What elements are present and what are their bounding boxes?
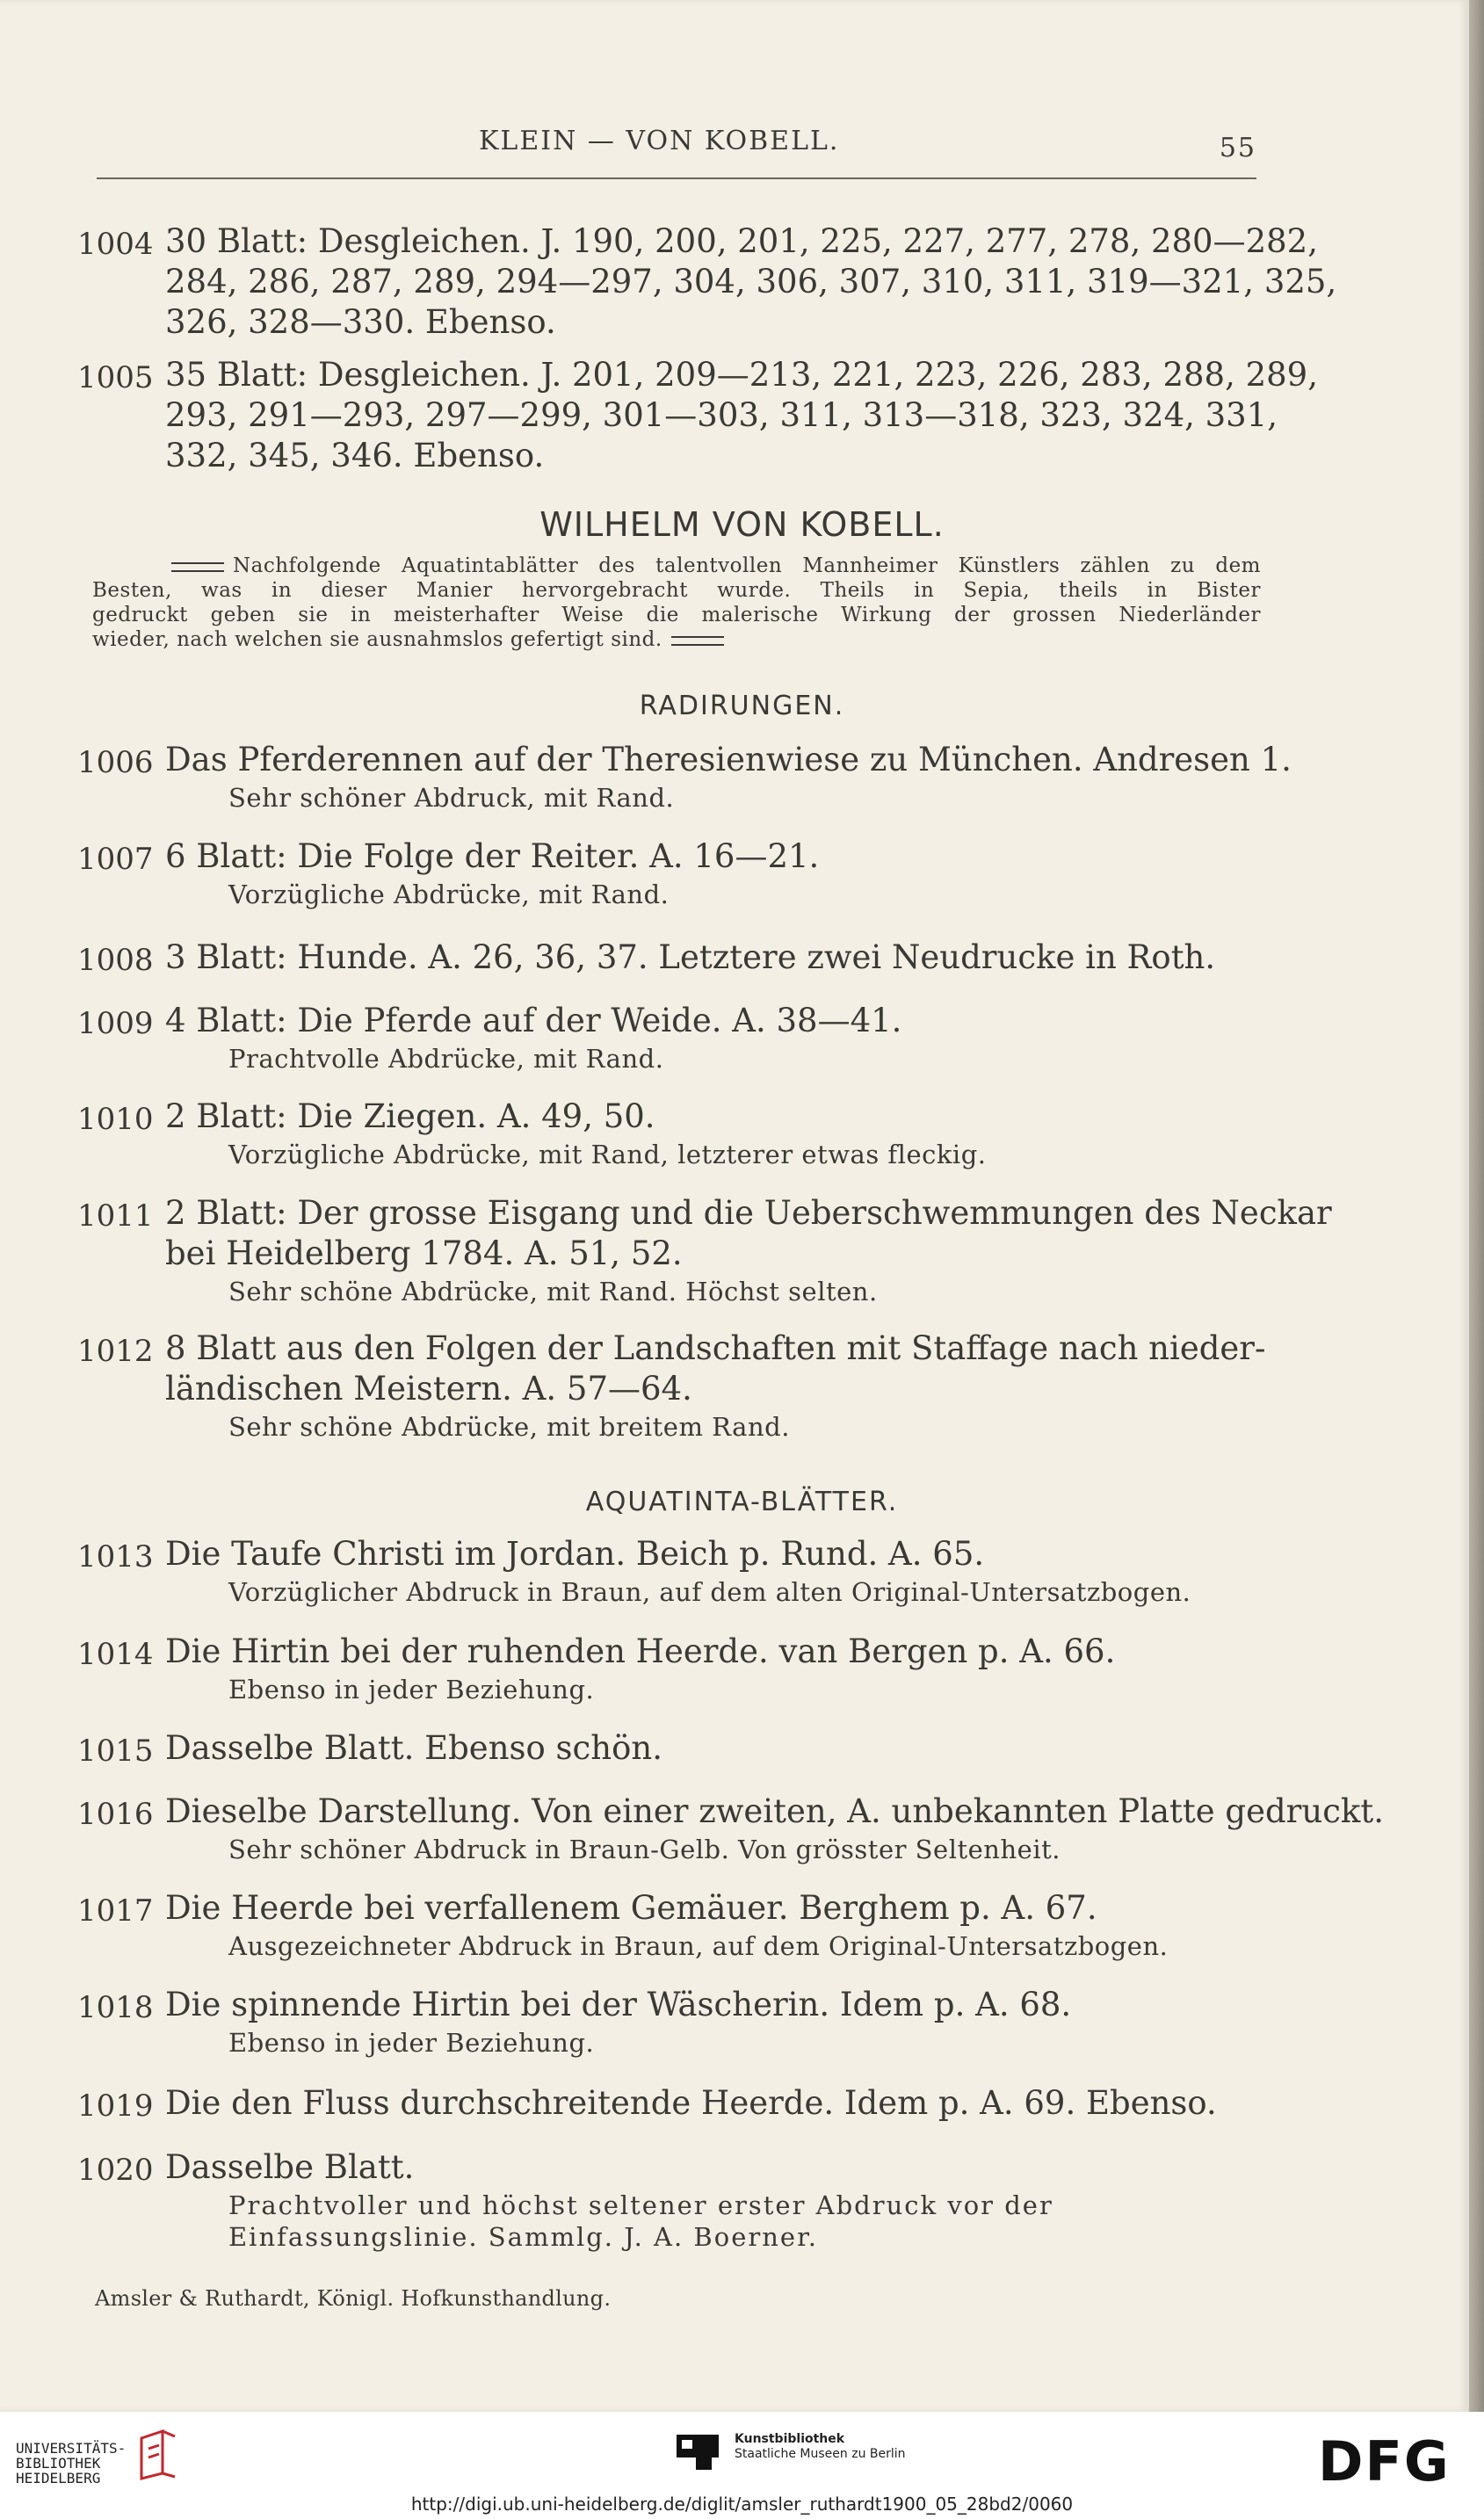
section-heading-radierungen: RADIRUNGEN.: [639, 691, 845, 721]
page-number: 55: [1219, 133, 1256, 163]
entry-number: 1004: [77, 227, 154, 262]
entry-text: [165, 836, 1274, 877]
note-line: Vorzügliche Abdrücke, mit Rand, letzterer etwas fleckig.: [228, 1140, 987, 1169]
double-rule-icon: [671, 636, 724, 646]
header-rule: [97, 177, 1256, 179]
entry-text: [165, 1193, 1332, 1274]
entry-number: 1013: [77, 1539, 154, 1574]
entry-text: [165, 937, 1274, 978]
entry-text: [165, 2147, 1274, 2188]
intro-line: wieder, nach welchen sie ausnahmslos gefertigt sind.: [92, 627, 1261, 652]
entry-line: Das Pferderennen auf der Theresienwiese zu München. Andresen 1.: [165, 741, 1292, 778]
permalink-url[interactable]: http://digi.ub.uni-heidelberg.de/diglit/amsler_ruthardt1900_05_28bd2/0060: [410, 2494, 1074, 2515]
entry-line: Die Hirtin bei der ruhenden Heerde. van Bergen p. A. 66.: [165, 1632, 1116, 1670]
entry-text: [165, 1328, 1274, 1409]
entry-line: 293, 291—293, 297—299, 301—303, 311, 313—318, 323, 324, 331,: [165, 396, 1278, 434]
entry-note: [228, 879, 1274, 910]
entry-text: [165, 1888, 1274, 1929]
publisher-note: Amsler & Ruthardt, Königl. Hofkunsthandlung.: [95, 2286, 612, 2311]
entry-note: [228, 1930, 1274, 1962]
note-line: Ebenso in jeder Beziehung.: [228, 1675, 595, 1705]
university-library-label: [16, 2441, 126, 2486]
entry-line: 326, 328—330. Ebenso.: [165, 303, 556, 341]
entry-note: [228, 1674, 1274, 1705]
university-line: HEIDELBERG: [16, 2470, 101, 2486]
note-line: Sehr schöne Abdrücke, mit Rand. Höchst selten.: [228, 1277, 878, 1307]
entry-text: [165, 1792, 1384, 1832]
entry-number: 1008: [77, 943, 154, 978]
header-title: KLEIN — VON KOBELL.: [479, 126, 840, 156]
entry-line: 332, 345, 346. Ebenso.: [165, 437, 545, 474]
entry-note: [228, 1043, 1274, 1075]
entry-line: Die den Fluss durchschreitende Heerde. Idem p. A. 69. Ebenso.: [165, 2084, 1217, 2122]
entry-line: ländischen Meistern. A. 57—64.: [165, 1370, 692, 1408]
entry-line: Dasselbe Blatt. Ebenso schön.: [165, 1729, 662, 1767]
entry-number: 1017: [77, 1893, 154, 1929]
entry-note: [228, 1411, 1274, 1443]
note-line: Einfassungslinie. Sammlg. J. A. Boerner.: [228, 2222, 818, 2252]
entry-note: [228, 2190, 1274, 2253]
entry-number: 1010: [77, 1102, 154, 1137]
running-header: [461, 126, 1256, 178]
double-rule-icon: [171, 562, 224, 572]
entry-line: bei Heidelberg 1784. A. 51, 52.: [165, 1234, 683, 1272]
entry-number: 1020: [77, 2153, 154, 2188]
kunstbibliothek-name: Kunstbibliothek: [735, 2432, 845, 2446]
entry-text: [165, 1728, 1274, 1769]
entry-number: 1012: [77, 1334, 154, 1369]
entry-number: 1006: [77, 745, 154, 780]
note-line: Ebenso in jeder Beziehung.: [228, 2028, 595, 2058]
kunstbibliothek-logo-icon: [677, 2429, 719, 2472]
note-line: Sehr schöne Abdrücke, mit breitem Rand.: [228, 1412, 790, 1442]
entry-note: [228, 2027, 1274, 2059]
page-edge-shadow: [1469, 0, 1484, 2412]
note-line: Sehr schöner Abdruck in Braun-Gelb. Von grösster Seltenheit.: [228, 1835, 1061, 1864]
entry-line: Die spinnende Hirtin bei der Wäscherin. Idem p. A. 68.: [165, 1986, 1072, 2023]
entry-line: Dasselbe Blatt.: [165, 2148, 415, 2186]
entry-text: [165, 2083, 1274, 2124]
entry-note: [228, 1276, 1274, 1307]
intro-line: Besten, was in dieser Manier hervorgebracht wurde. Theils in Sepia, theils in Bister: [92, 579, 1261, 602]
entry-line: Dieselbe Darstellung. Von einer zweiten, A. unbekannten Platte gedruckt.: [165, 1792, 1384, 1830]
entry-line: 4 Blatt: Die Pferde auf der Weide. A. 38—41.: [165, 1002, 902, 1039]
entry-line: 2 Blatt: Die Ziegen. A. 49, 50.: [165, 1097, 655, 1135]
entry-text: [165, 1632, 1274, 1672]
note-line: Ausgezeichneter Abdruck in Braun, auf dem Original-Untersatzbogen.: [228, 1931, 1169, 1961]
entry-line: Die Taufe Christi im Jordan. Beich p. Rund. A. 65.: [165, 1535, 985, 1573]
university-line: UNIVERSITÄTS-: [16, 2440, 127, 2457]
note-line: Prachtvoller und höchst seltener erster Abdruck vor der: [228, 2190, 1053, 2220]
entry-line: 6 Blatt: Die Folge der Reiter. A. 16—21.: [165, 837, 820, 875]
entry-note: [228, 1139, 1274, 1170]
heidelberg-logo-icon: [136, 2429, 178, 2480]
entry-line: Die Heerde bei verfallenem Gemäuer. Berghem p. A. 67.: [165, 1889, 1097, 1927]
entry-number: 1005: [77, 360, 154, 395]
dfg-logo: DFG: [1318, 2429, 1451, 2494]
entry-number: 1007: [77, 842, 154, 877]
entry-line: 8 Blatt aus den Folgen der Landschaften mit Staffage nach nieder-: [165, 1329, 1266, 1367]
entry-text: [165, 221, 1337, 343]
entry-text: [165, 740, 1292, 780]
entry-line: 284, 286, 287, 289, 294—297, 304, 306, 307, 310, 311, 319—321, 325,: [165, 263, 1337, 300]
entry-number: 1014: [77, 1637, 154, 1672]
intro-line: Nachfolgende Aquatintablätter des talentvollen Mannheimer Künstlers zählen zu dem: [171, 554, 1261, 578]
entry-text: [165, 1001, 1274, 1041]
entry-text: [165, 1534, 1274, 1574]
entry-number: 1009: [77, 1006, 154, 1041]
entry-line: 35 Blatt: Desgleichen. J. 201, 209—213, 221, 223, 226, 283, 288, 289,: [165, 356, 1318, 394]
intro-paragraph: [92, 554, 1261, 652]
entry-number: 1018: [77, 1990, 154, 2025]
note-line: Vorzüglicher Abdruck in Braun, auf dem alten Original-Untersatzbogen.: [228, 1577, 1191, 1607]
note-line: Vorzügliche Abdrücke, mit Rand.: [228, 879, 670, 909]
artist-heading: WILHELM VON KOBELL.: [539, 505, 945, 544]
entry-number: 1011: [77, 1198, 154, 1234]
entry-line: 30 Blatt: Desgleichen. J. 190, 200, 201, 225, 227, 277, 278, 280—282,: [165, 222, 1318, 260]
intro-line: gedruckt geben sie in meisterhafter Weise die malerische Wirkung der grossen Niederländer: [92, 604, 1261, 626]
entry-note: [228, 1834, 1274, 1865]
entry-line: 3 Blatt: Hunde. A. 26, 36, 37. Letztere zwei Neudrucke in Roth.: [165, 938, 1216, 976]
university-line: BIBLIOTHEK: [16, 2455, 101, 2472]
entry-number: 1019: [77, 2088, 154, 2124]
entry-number: 1016: [77, 1797, 154, 1832]
entry-note: [228, 782, 1274, 814]
entry-text: [165, 355, 1318, 476]
entry-line: 2 Blatt: Der grosse Eisgang und die Ueberschwemmungen des Neckar: [165, 1194, 1332, 1232]
note-line: Prachtvolle Abdrücke, mit Rand.: [228, 1044, 664, 1074]
entry-note: [228, 1576, 1274, 1608]
kunstbibliothek-subtitle: Staatliche Museen zu Berlin: [735, 2447, 906, 2461]
entry-text: [165, 1097, 1274, 1137]
note-line: Sehr schöner Abdruck, mit Rand.: [228, 783, 675, 813]
entry-text: [165, 1985, 1274, 2025]
kunstbibliothek-label: [735, 2432, 906, 2462]
entry-number: 1015: [77, 1734, 154, 1769]
section-heading-aquatinta: AQUATINTA-BLÄTTER.: [585, 1487, 899, 1517]
